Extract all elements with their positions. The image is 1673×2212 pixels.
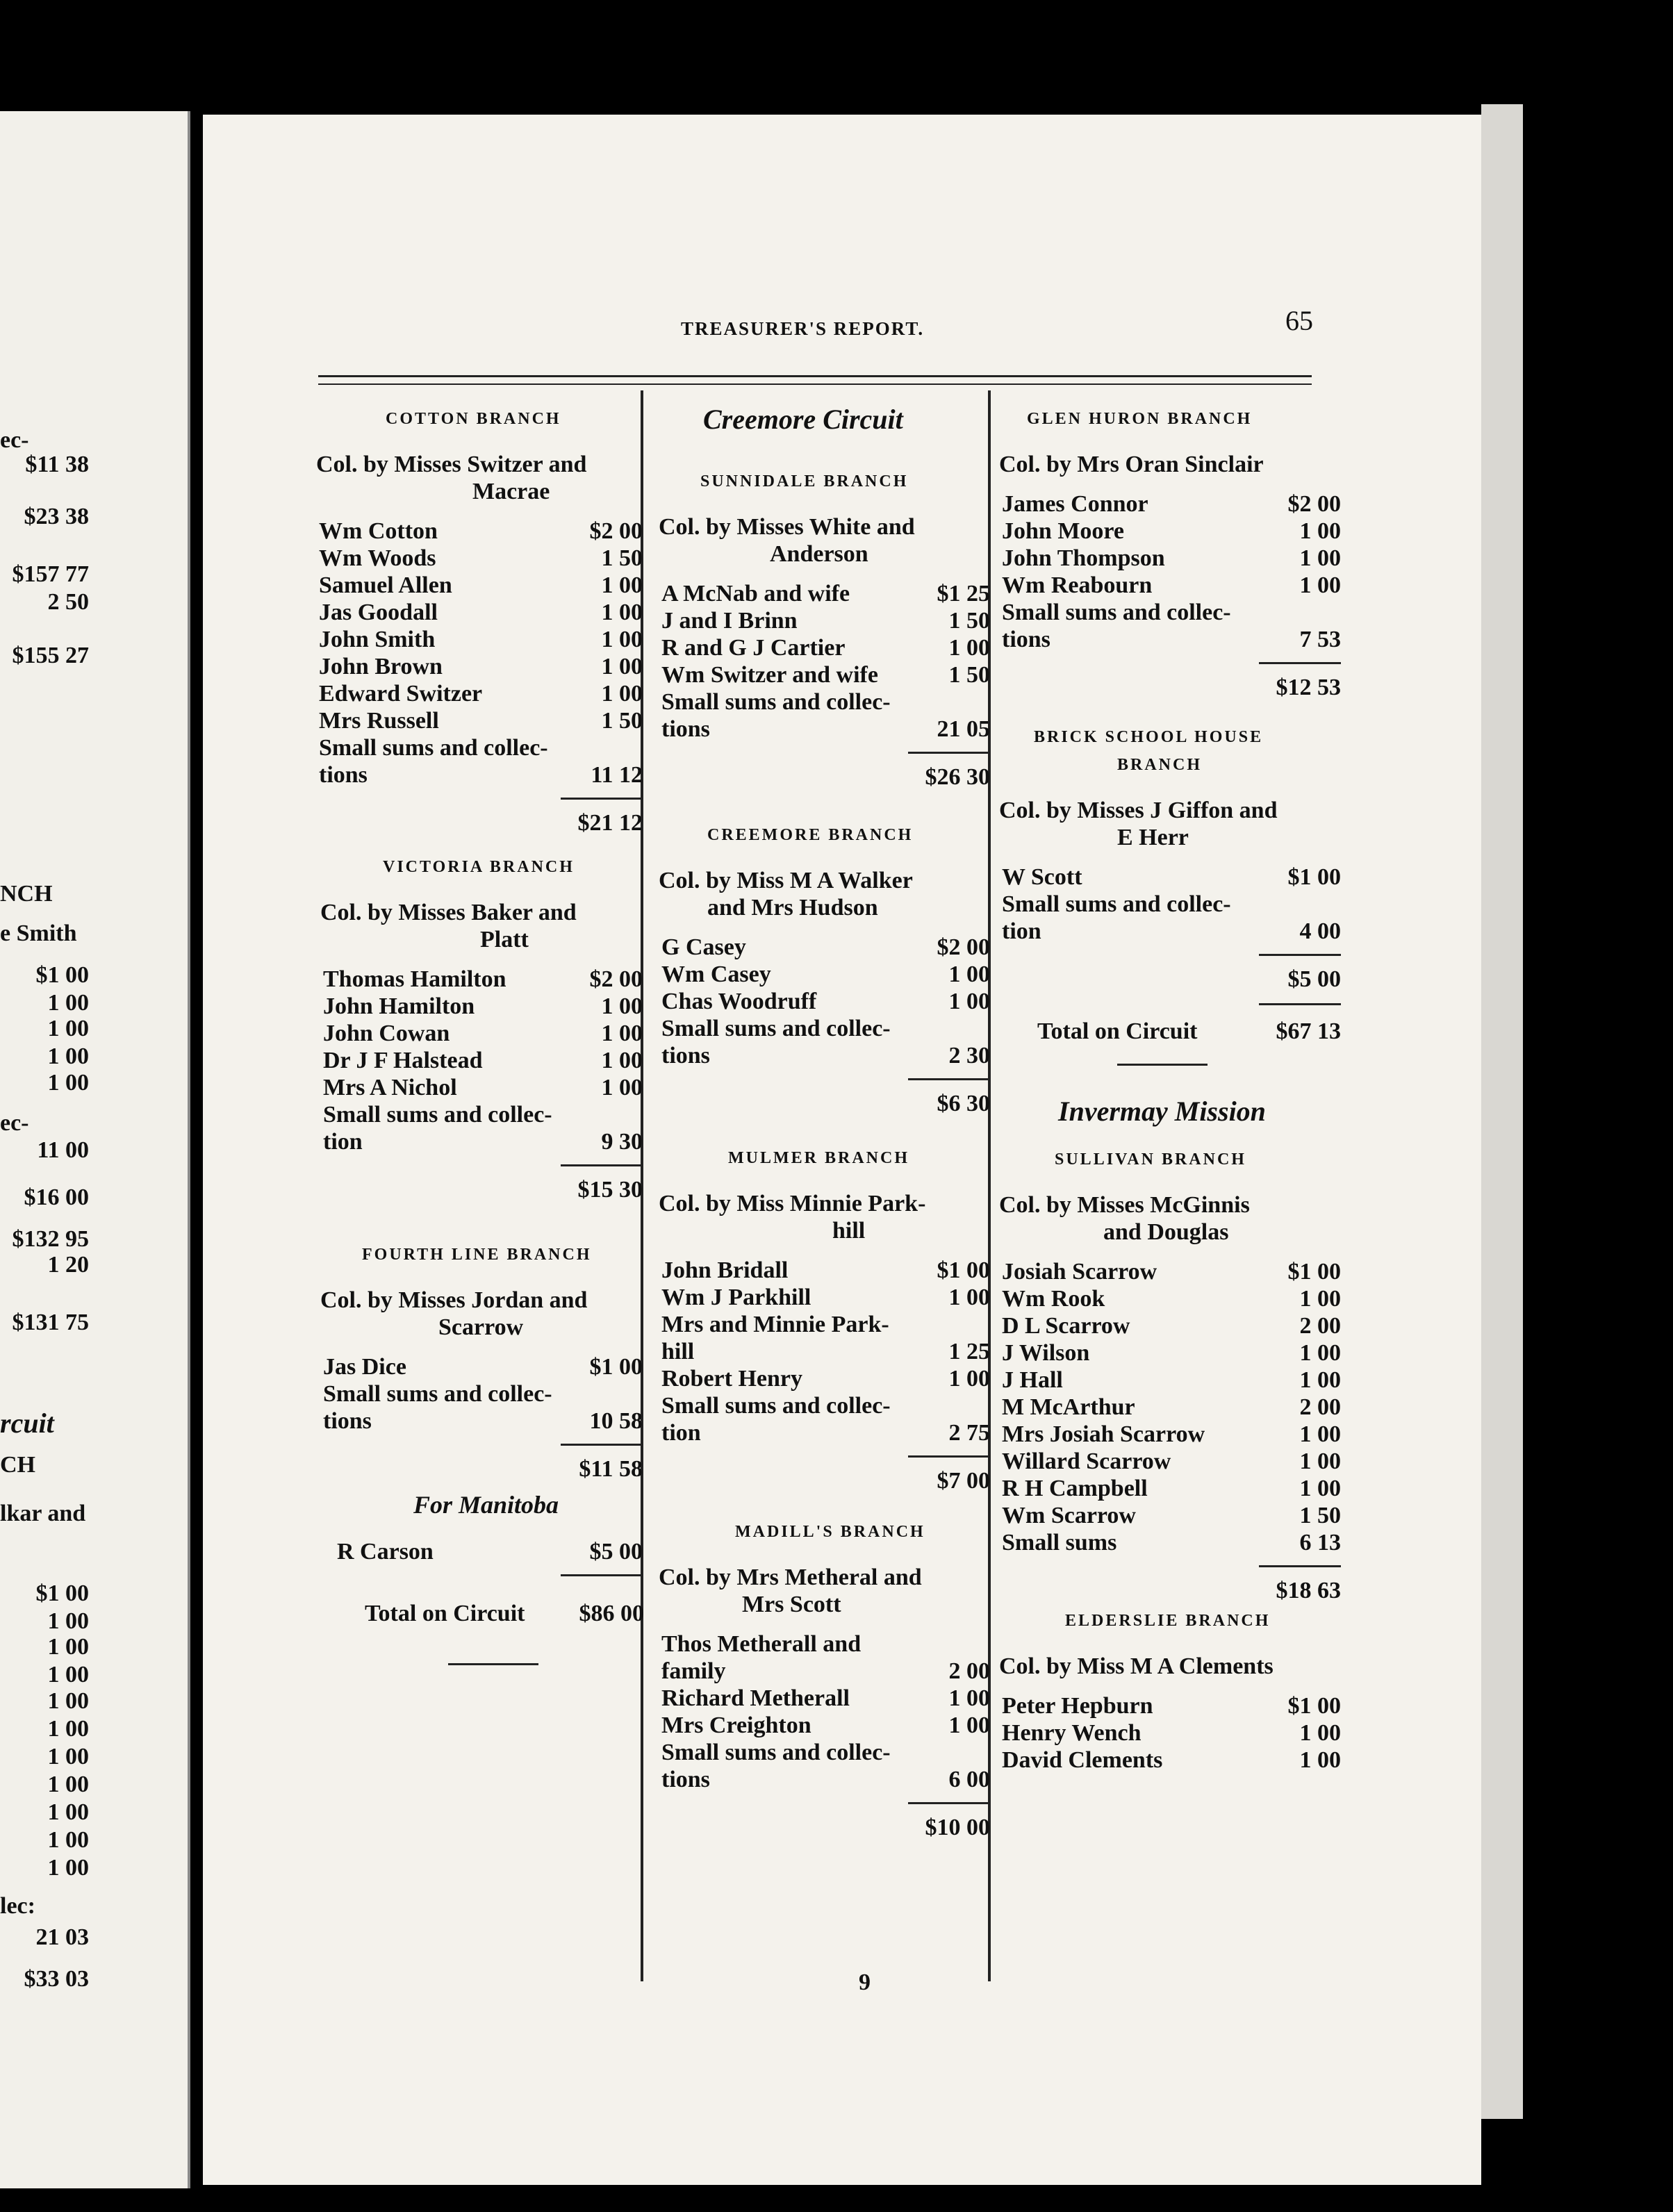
- entry-name: Jas Dice: [323, 1354, 406, 1380]
- entry-name: tions: [661, 1043, 710, 1068]
- entry-name: W Scott: [1002, 864, 1082, 890]
- entry-amount: 1 50: [948, 608, 990, 634]
- branch-title: ELDERSLIE BRANCH: [1065, 1612, 1271, 1630]
- branch-total: $11 58: [579, 1456, 643, 1482]
- fragment-text: 1 00: [47, 1043, 89, 1069]
- branch-title: FOURTH LINE BRANCH: [362, 1246, 592, 1264]
- sum-rule: [561, 1574, 643, 1576]
- branch-total: $18 63: [1276, 1578, 1341, 1603]
- sum-rule: [1117, 1064, 1208, 1066]
- entry-name: James Connor: [1002, 491, 1148, 517]
- entry-name: Small sums and collec-: [661, 689, 891, 715]
- entry-name: tions: [661, 716, 710, 742]
- fragment-text: 1 00: [47, 1634, 89, 1660]
- sum-rule: [908, 752, 990, 754]
- entry-name: tions: [661, 1767, 710, 1792]
- entry-name: Small sums and collec-: [1002, 600, 1231, 625]
- branch-title: SUNNIDALE BRANCH: [700, 472, 909, 490]
- branch-title: BRANCH: [1117, 756, 1203, 774]
- entry-name: Small sums and collec-: [661, 1393, 891, 1419]
- branch-title: SULLIVAN BRANCH: [1055, 1150, 1246, 1169]
- entry-name: R and G J Cartier: [661, 635, 846, 661]
- fragment-text: rcuit: [0, 1408, 54, 1439]
- entry-name: tions: [319, 762, 368, 788]
- fragment-text: $33 03: [24, 1966, 89, 1992]
- fragment-text: $11 38: [25, 452, 89, 477]
- fragment-text: 2 50: [47, 589, 89, 615]
- entry-amount: 1 00: [1299, 518, 1341, 544]
- fragment-text: lkar and: [0, 1501, 86, 1526]
- entry-name: John Bridall: [661, 1257, 789, 1283]
- entry-name: Wm Cotton: [319, 518, 438, 544]
- entry-amount: 1 00: [1299, 1476, 1341, 1501]
- sum-rule: [448, 1663, 538, 1665]
- sum-rule: [1259, 954, 1341, 956]
- entry-name: Wm Switzer and wife: [661, 662, 878, 688]
- fragment-text: $132 95: [12, 1226, 89, 1252]
- branch-total: $10 00: [925, 1815, 990, 1840]
- entry-amount: 1 00: [948, 1712, 990, 1738]
- entry-amount: 1 00: [948, 635, 990, 661]
- branch-total: $7 00: [937, 1468, 990, 1494]
- collector-line: Col. by Mrs Oran Sinclair: [999, 452, 1264, 477]
- entry-amount: $1 00: [937, 1257, 990, 1283]
- entry-amount: 1 50: [601, 545, 643, 571]
- entry-name: Wm Reabourn: [1002, 572, 1153, 598]
- entry-amount: 1 00: [1299, 545, 1341, 571]
- entry-name: Mrs and Minnie Park-: [661, 1312, 889, 1337]
- entry-amount: $1 00: [589, 1354, 643, 1380]
- entry-amount: $1 00: [1287, 864, 1341, 890]
- mission-title: Invermay Mission: [1058, 1096, 1266, 1127]
- entry-amount: $1 00: [1287, 1259, 1341, 1285]
- footer-signature-number: 9: [859, 1970, 871, 1995]
- entry-amount: 2 00: [948, 1658, 990, 1684]
- entry-amount: 11 12: [591, 762, 643, 788]
- fragment-text: 1 00: [47, 1772, 89, 1797]
- entry-name: John Brown: [319, 654, 443, 679]
- entry-amount: 2 30: [948, 1043, 990, 1068]
- sum-rule: [1259, 1565, 1341, 1567]
- branch-title: MULMER BRANCH: [728, 1149, 909, 1167]
- branch-total: $6 30: [937, 1091, 990, 1116]
- collector-line: and Mrs Hudson: [707, 895, 878, 921]
- collector-line: Mrs Scott: [742, 1592, 841, 1617]
- entry-name: Small sums and collec-: [661, 1016, 891, 1041]
- collector-line: Col. by Miss Minnie Park-: [659, 1191, 926, 1216]
- entry-amount: 1 00: [948, 989, 990, 1014]
- entry-amount: 1 00: [948, 961, 990, 987]
- sum-rule: [1259, 662, 1341, 664]
- entry-name: Wm Scarrow: [1002, 1503, 1136, 1528]
- entry-amount: 7 53: [1299, 627, 1341, 652]
- circuit-title: Creemore Circuit: [703, 404, 903, 435]
- entry-name: G Casey: [661, 934, 746, 960]
- fragment-text: 1 00: [47, 1827, 89, 1853]
- entry-amount: $2 00: [1287, 491, 1341, 517]
- entry-amount: 21 05: [937, 716, 990, 742]
- fragment-text: 1 00: [47, 1016, 89, 1041]
- sum-rule: [561, 1164, 643, 1166]
- entry-name: Small sums: [1002, 1530, 1117, 1555]
- header-rule: [318, 375, 1312, 377]
- entry-amount: 1 00: [1299, 1286, 1341, 1312]
- entry-name: Chas Woodruff: [661, 989, 817, 1014]
- branch-total: $26 30: [925, 764, 990, 790]
- entry-amount: 1 00: [948, 1685, 990, 1711]
- fragment-text: $16 00: [24, 1185, 89, 1210]
- collector-line: Col. by Misses White and: [659, 514, 915, 540]
- sum-rule: [561, 798, 643, 800]
- entry-name: Mrs A Nichol: [323, 1075, 457, 1100]
- entry-name: Josiah Scarrow: [1002, 1259, 1157, 1285]
- entry-name: Peter Hepburn: [1002, 1693, 1153, 1719]
- fragment-text: $1 00: [35, 1580, 89, 1606]
- entry-amount: 2 00: [1299, 1394, 1341, 1420]
- fragment-text: 1 00: [47, 1608, 89, 1634]
- entry-name: Willard Scarrow: [1002, 1448, 1171, 1474]
- entry-amount: 1 50: [948, 662, 990, 688]
- entry-amount: 1 00: [601, 1075, 643, 1100]
- fragment-text: 1 20: [47, 1252, 89, 1278]
- entry-amount: 1 00: [1299, 1340, 1341, 1366]
- entry-name: Wm Rook: [1002, 1286, 1105, 1312]
- entry-amount: 2 75: [948, 1420, 990, 1446]
- collector-line: Col. by Misses Jordan and: [320, 1287, 588, 1313]
- branch-total: $21 12: [577, 810, 643, 836]
- left-page-fragment: [0, 111, 190, 2188]
- entry-name: Richard Metherall: [661, 1685, 850, 1711]
- entry-name: Small sums and collec-: [1002, 891, 1231, 917]
- entry-name: Mrs Russell: [319, 708, 439, 734]
- entry-amount: 1 00: [1299, 1747, 1341, 1773]
- entry-amount: 1 00: [601, 572, 643, 598]
- fragment-text: $1 00: [35, 962, 89, 988]
- entry-amount: $1 25: [937, 581, 990, 606]
- branch-title: COTTON BRANCH: [386, 410, 561, 428]
- entry-name: Thomas Hamilton: [323, 966, 506, 992]
- entry-name: Robert Henry: [661, 1366, 803, 1392]
- entry-name: Dr J F Halstead: [323, 1048, 483, 1073]
- collector-line: Col. by Mrs Metheral and: [659, 1565, 922, 1590]
- entry-amount: 1 50: [601, 708, 643, 734]
- collector-line: Col. by Misses J Giffon and: [999, 798, 1278, 823]
- entry-amount: 1 00: [1299, 1448, 1341, 1474]
- entry-amount: 1 00: [601, 681, 643, 707]
- entry-name: John Thompson: [1002, 545, 1165, 571]
- entry-amount: $5 00: [589, 1539, 643, 1565]
- manitoba-title: For Manitoba: [413, 1491, 559, 1519]
- entry-name: R Carson: [337, 1539, 434, 1565]
- entry-amount: 1 50: [1299, 1503, 1341, 1528]
- fragment-text: 1 00: [47, 1744, 89, 1769]
- entry-name: tions: [323, 1408, 372, 1434]
- fragment-text: CH: [0, 1452, 35, 1478]
- fragment-text: 1 00: [47, 1662, 89, 1687]
- entry-name: Wm Woods: [319, 545, 436, 571]
- entry-amount: 1 00: [948, 1366, 990, 1392]
- entry-name: Samuel Allen: [319, 572, 452, 598]
- fragment-text: 1 00: [47, 1070, 89, 1096]
- entry-amount: 1 00: [1299, 1367, 1341, 1393]
- entry-name: Jas Goodall: [319, 600, 438, 625]
- circuit-total: $86 00: [579, 1601, 644, 1626]
- collector-line: Col. by Misses McGinnis: [999, 1192, 1250, 1218]
- collector-line: Col. by Miss M A Clements: [999, 1653, 1274, 1679]
- collector-line: Anderson: [770, 541, 868, 567]
- collector-line: Scarrow: [438, 1314, 524, 1340]
- entry-name: Wm J Parkhill: [661, 1285, 811, 1310]
- entry-amount: 1 00: [601, 1048, 643, 1073]
- entry-name: John Moore: [1002, 518, 1124, 544]
- fragment-text: 21 03: [35, 1924, 89, 1950]
- entry-name: Small sums and collec-: [661, 1740, 891, 1765]
- sum-rule: [908, 1802, 990, 1804]
- entry-amount: 6 13: [1299, 1530, 1341, 1555]
- entry-name: Small sums and collec-: [323, 1381, 552, 1407]
- entry-name: hill: [661, 1339, 695, 1364]
- collector-line: Col. by Miss M A Walker: [659, 868, 913, 893]
- fragment-text: ec-: [0, 427, 29, 453]
- entry-amount: 1 25: [948, 1339, 990, 1364]
- entry-name: David Clements: [1002, 1747, 1163, 1773]
- fragment-text: 1 00: [47, 1716, 89, 1742]
- entry-amount: 1 00: [601, 993, 643, 1019]
- branch-title: CREEMORE BRANCH: [707, 826, 914, 844]
- entry-amount: 1 00: [601, 600, 643, 625]
- entry-amount: 1 00: [601, 1021, 643, 1046]
- branch-total: $12 53: [1276, 675, 1341, 700]
- page-number: 65: [1285, 305, 1313, 336]
- sum-rule: [561, 1444, 643, 1446]
- page-edge: [1481, 104, 1523, 2119]
- sum-rule: [908, 1455, 990, 1458]
- entry-amount: 4 00: [1299, 918, 1341, 944]
- sum-rule: [908, 1078, 990, 1080]
- branch-title: VICTORIA BRANCH: [383, 858, 575, 876]
- collector-line: Platt: [480, 927, 529, 952]
- entry-amount: 2 00: [1299, 1313, 1341, 1339]
- entry-name: Small sums and collec-: [323, 1102, 552, 1128]
- entry-amount: 6 00: [948, 1767, 990, 1792]
- fragment-text: e Smith: [0, 921, 77, 946]
- collector-line: Col. by Misses Baker and: [320, 900, 577, 925]
- entry-amount: 9 30: [601, 1129, 643, 1155]
- entry-amount: 1 00: [1299, 572, 1341, 598]
- collector-line: hill: [832, 1218, 866, 1244]
- entry-name: D L Scarrow: [1002, 1313, 1130, 1339]
- entry-amount: 1 00: [601, 654, 643, 679]
- entry-name: R H Campbell: [1002, 1476, 1148, 1501]
- entry-amount: 10 58: [589, 1408, 643, 1434]
- entry-amount: 1 00: [1299, 1720, 1341, 1746]
- entry-name: M McArthur: [1002, 1394, 1135, 1420]
- branch-title: MADILL'S BRANCH: [735, 1523, 925, 1541]
- entry-amount: $2 00: [589, 966, 643, 992]
- circuit-total-label: Total on Circuit: [1037, 1018, 1198, 1044]
- sum-rule: [1259, 1003, 1341, 1005]
- entry-name: John Smith: [319, 627, 436, 652]
- fragment-text: ec-: [0, 1110, 29, 1136]
- fragment-text: NCH: [0, 881, 53, 907]
- entry-amount: 1 00: [1299, 1421, 1341, 1447]
- entry-amount: $2 00: [937, 934, 990, 960]
- branch-title: GLEN HURON BRANCH: [1027, 410, 1253, 428]
- fragment-text: 1 00: [47, 990, 89, 1016]
- entry-name: J Wilson: [1002, 1340, 1090, 1366]
- entry-name: tion: [661, 1420, 701, 1446]
- fragment-text: 11 00: [37, 1137, 89, 1163]
- collector-line: E Herr: [1117, 825, 1189, 850]
- entry-name: J Hall: [1002, 1367, 1063, 1393]
- entry-name: A McNab and wife: [661, 581, 850, 606]
- fragment-text: lec:: [0, 1893, 35, 1919]
- running-header: TREASURER'S REPORT.: [681, 318, 925, 339]
- branch-total: $15 30: [577, 1177, 643, 1203]
- entry-name: Thos Metherall and: [661, 1631, 862, 1657]
- entry-name: Edward Switzer: [319, 681, 483, 707]
- fragment-text: $157 77: [12, 561, 89, 587]
- circuit-total-label: Total on Circuit: [365, 1601, 525, 1626]
- fragment-text: $155 27: [12, 643, 89, 668]
- entry-name: tion: [323, 1129, 363, 1155]
- entry-name: J and I Brinn: [661, 608, 798, 634]
- entry-name: tion: [1002, 918, 1041, 944]
- fragment-text: 1 00: [47, 1799, 89, 1825]
- entry-name: John Hamilton: [323, 993, 475, 1019]
- entry-name: family: [661, 1658, 726, 1684]
- entry-name: Wm Casey: [661, 961, 771, 987]
- collector-line: and Douglas: [1103, 1219, 1229, 1245]
- entry-amount: $1 00: [1287, 1693, 1341, 1719]
- fragment-text: 1 00: [47, 1688, 89, 1714]
- entry-amount: 1 00: [948, 1285, 990, 1310]
- entry-name: John Cowan: [323, 1021, 450, 1046]
- entry-name: tions: [1002, 627, 1050, 652]
- entry-amount: $2 00: [589, 518, 643, 544]
- fragment-text: $131 75: [12, 1310, 89, 1335]
- fragment-text: $23 38: [24, 504, 89, 529]
- collector-line: Macrae: [472, 479, 550, 504]
- header-rule-thin: [318, 383, 1312, 385]
- entry-name: Small sums and collec-: [319, 735, 548, 761]
- circuit-total: $67 13: [1276, 1018, 1341, 1044]
- fragment-text: 1 00: [47, 1855, 89, 1881]
- entry-amount: 1 00: [601, 627, 643, 652]
- entry-name: Mrs Josiah Scarrow: [1002, 1421, 1205, 1447]
- entry-name: Henry Wench: [1002, 1720, 1142, 1746]
- entry-name: Mrs Creighton: [661, 1712, 811, 1738]
- branch-total: $5 00: [1287, 966, 1341, 992]
- collector-line: Col. by Misses Switzer and: [316, 452, 587, 477]
- branch-title: BRICK SCHOOL HOUSE: [1034, 728, 1264, 746]
